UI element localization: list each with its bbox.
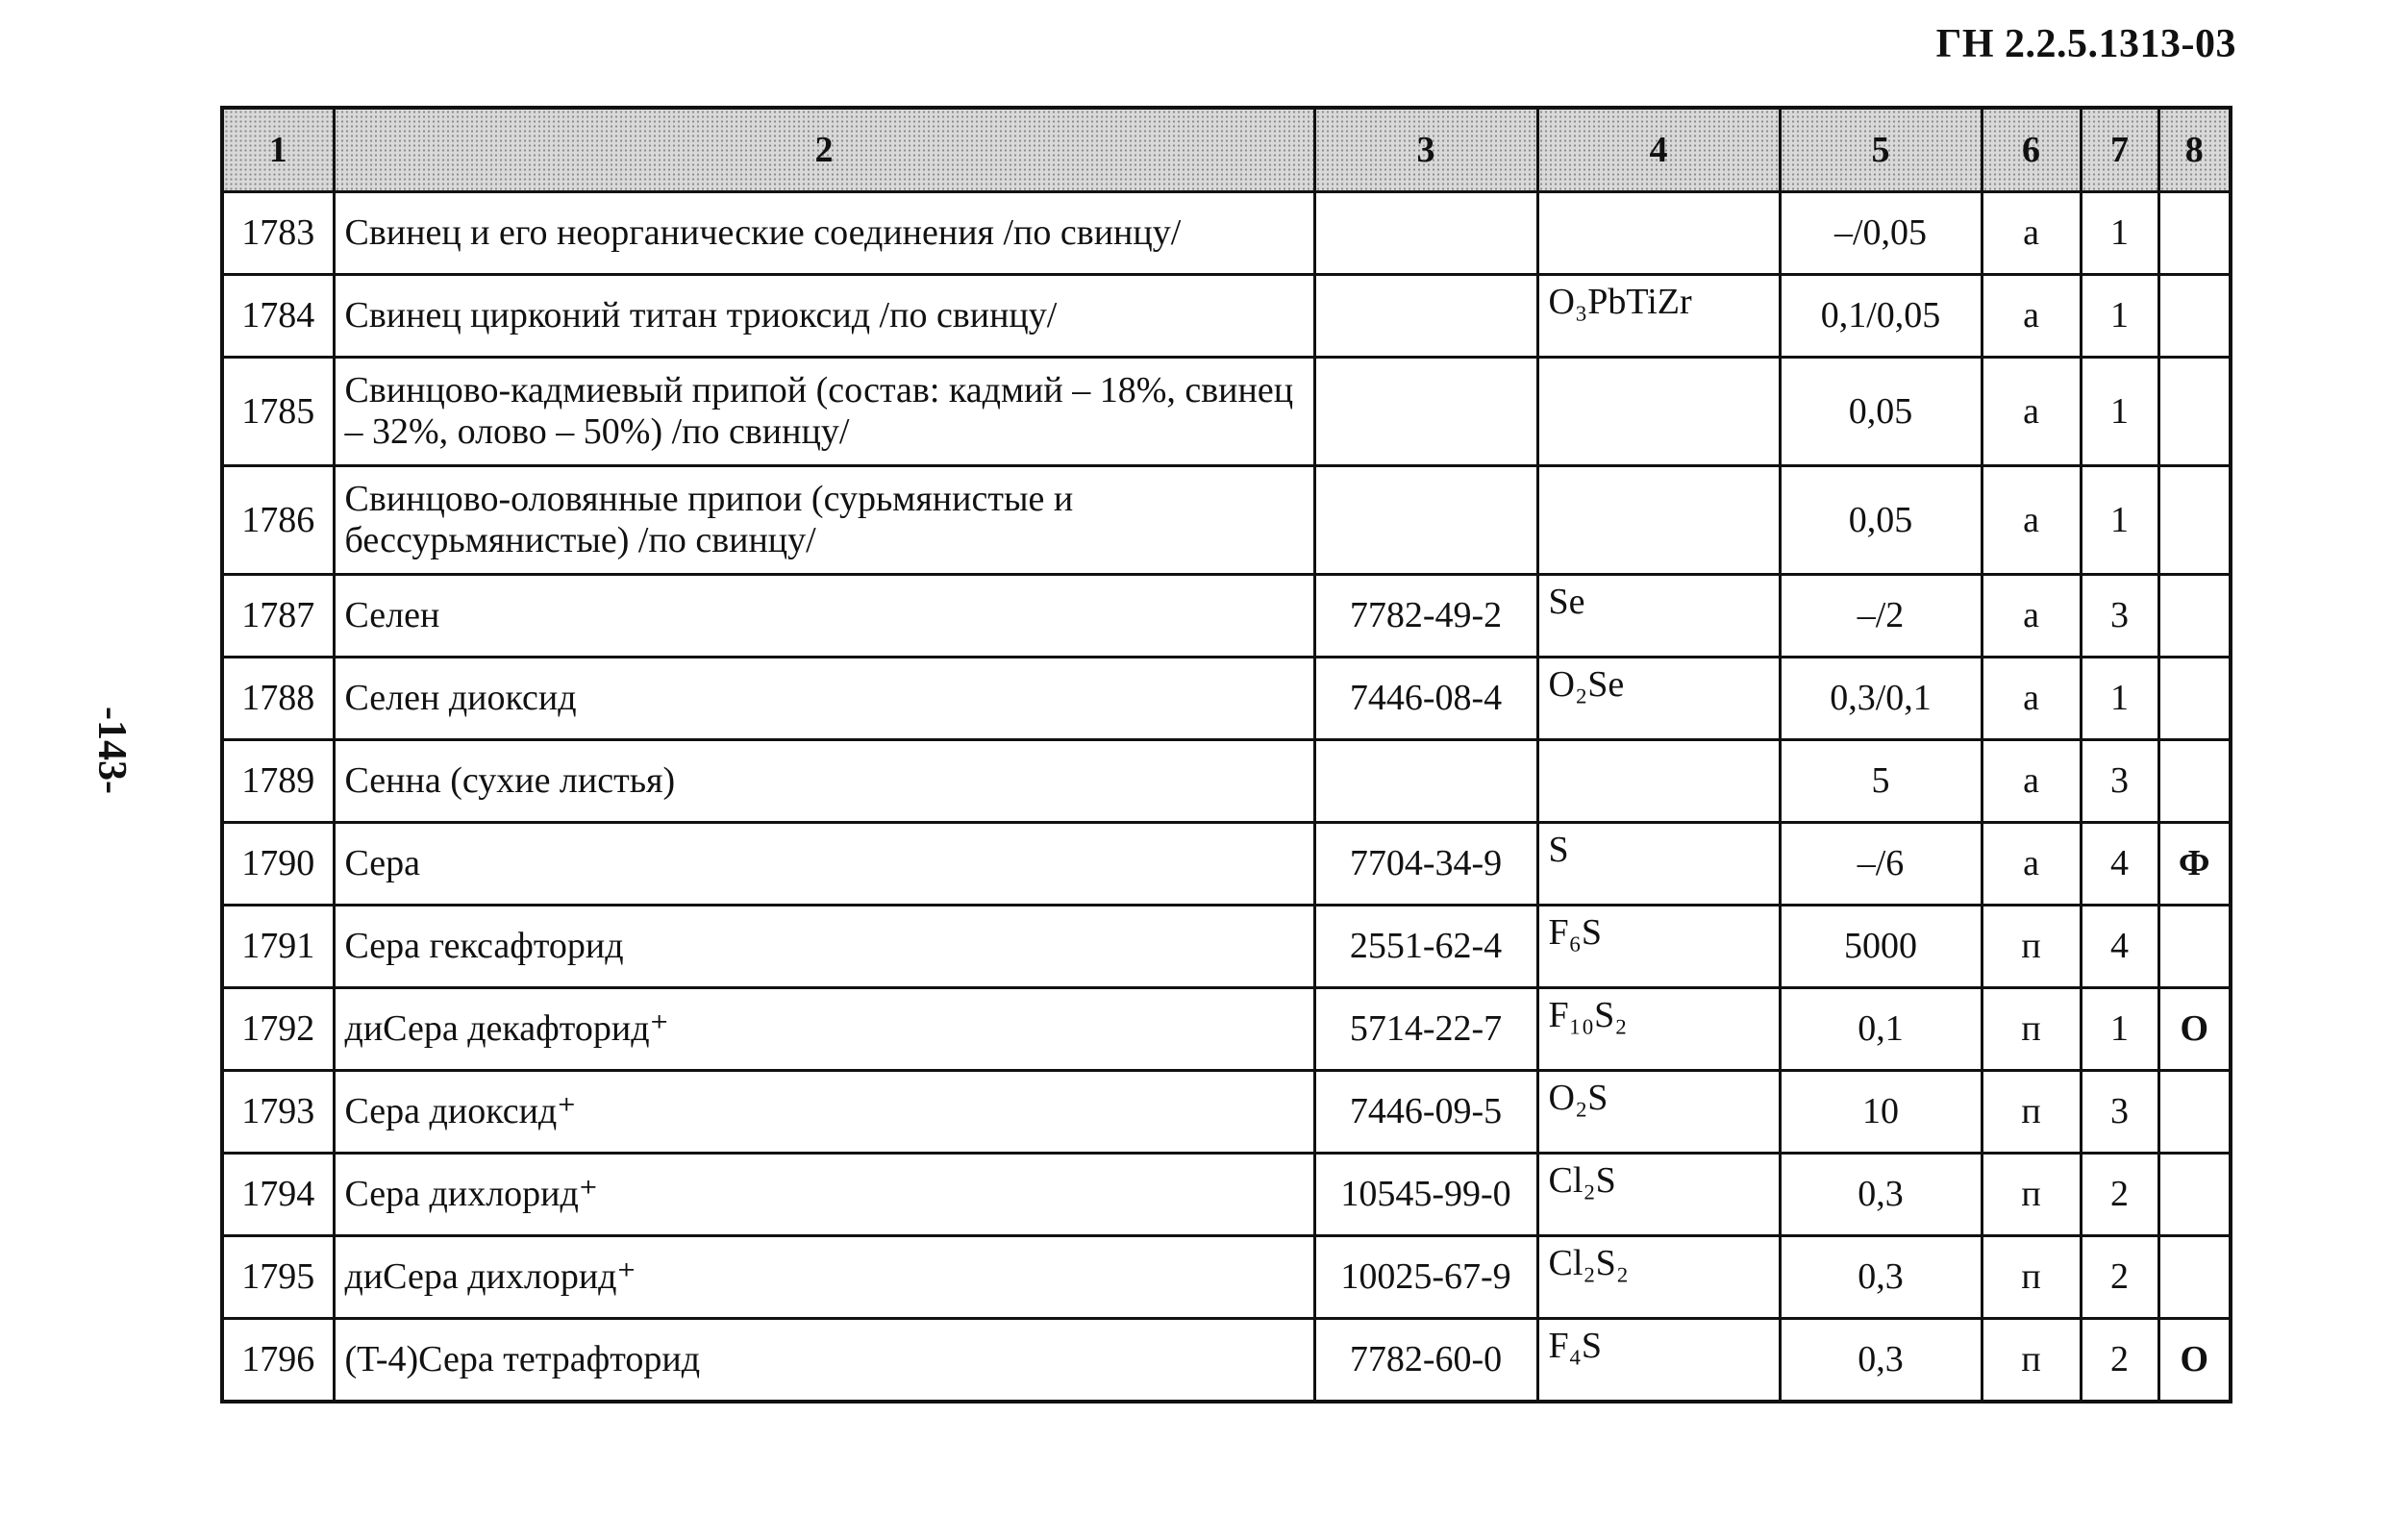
table-row: [222, 740, 2231, 823]
cas-number: 7446-08-4: [1314, 658, 1537, 740]
table-row: [222, 1071, 2231, 1154]
hazard-class: 4: [2081, 823, 2158, 906]
row-number: 1793: [222, 1071, 334, 1154]
table-row: [222, 823, 2231, 906]
limit-value: 5: [1780, 740, 1982, 823]
row-number: 1790: [222, 823, 334, 906]
aggregate-state: а: [1982, 358, 2081, 466]
cas-number: [1314, 358, 1537, 466]
substance-name: Свинец и его неорганические соединения /по свинцу/: [334, 192, 1314, 275]
formula: [1537, 740, 1780, 823]
hazard-class: 3: [2081, 740, 2158, 823]
aggregate-state: п: [1982, 1154, 2081, 1236]
column-header: 2: [334, 108, 1314, 192]
aggregate-state: а: [1982, 192, 2081, 275]
note: О: [2158, 1319, 2231, 1403]
formula: O₂S: [1537, 1071, 1780, 1154]
cas-number: 10545-99-0: [1314, 1154, 1537, 1236]
note: [2158, 192, 2231, 275]
substances-table: [220, 106, 2232, 1403]
substance-name: диСера декафторид⁺: [334, 988, 1314, 1071]
substance-name: Сера гексафторид: [334, 906, 1314, 988]
hazard-class: 1: [2081, 466, 2158, 575]
document-code: ГН 2.2.5.1313-03: [1935, 22, 2236, 66]
cas-number: 2551-62-4: [1314, 906, 1537, 988]
row-number: 1784: [222, 275, 334, 358]
column-header: 8: [2158, 108, 2231, 192]
row-number: 1789: [222, 740, 334, 823]
row-number: 1794: [222, 1154, 334, 1236]
note: [2158, 740, 2231, 823]
aggregate-state: а: [1982, 575, 2081, 658]
row-number: 1792: [222, 988, 334, 1071]
substance-name: Сенна (сухие листья): [334, 740, 1314, 823]
hazard-class: 1: [2081, 658, 2158, 740]
note: [2158, 466, 2231, 575]
cas-number: [1314, 192, 1537, 275]
column-header: 1: [222, 108, 334, 192]
cas-number: [1314, 740, 1537, 823]
column-header: 4: [1537, 108, 1780, 192]
formula: [1537, 358, 1780, 466]
note: [2158, 275, 2231, 358]
row-number: 1786: [222, 466, 334, 575]
cas-number: 10025-67-9: [1314, 1236, 1537, 1319]
table-row: [222, 1236, 2231, 1319]
row-number: 1788: [222, 658, 334, 740]
substance-name: Сера диоксид⁺: [334, 1071, 1314, 1154]
aggregate-state: а: [1982, 466, 2081, 575]
cas-number: 5714-22-7: [1314, 988, 1537, 1071]
limit-value: 0,1/0,05: [1780, 275, 1982, 358]
limit-value: 0,3/0,1: [1780, 658, 1982, 740]
table-row: [222, 275, 2231, 358]
hazard-class: 3: [2081, 1071, 2158, 1154]
aggregate-state: а: [1982, 823, 2081, 906]
formula: [1537, 466, 1780, 575]
formula: F₆S: [1537, 906, 1780, 988]
limit-value: 0,1: [1780, 988, 1982, 1071]
column-header: 7: [2081, 108, 2158, 192]
column-header: 5: [1780, 108, 1982, 192]
page-number: -143-: [89, 707, 134, 794]
substance-name: Свинцово-кадмиевый припой (состав: кадмий – 18%, свинец – 32%, олово – 50%) /по свинцу/: [334, 358, 1314, 466]
row-number: 1796: [222, 1319, 334, 1403]
limit-value: –/0,05: [1780, 192, 1982, 275]
aggregate-state: а: [1982, 658, 2081, 740]
table-row: [222, 358, 2231, 466]
note: Ф: [2158, 823, 2231, 906]
table-row: [222, 658, 2231, 740]
table-row: [222, 988, 2231, 1071]
hazard-class: 2: [2081, 1154, 2158, 1236]
substance-name: Свинцово-оловянные припои (сурьмянистые и бессурьмянистые) /по свинцу/: [334, 466, 1314, 575]
aggregate-state: п: [1982, 1071, 2081, 1154]
aggregate-state: п: [1982, 988, 2081, 1071]
aggregate-state: а: [1982, 275, 2081, 358]
table-row: [222, 906, 2231, 988]
row-number: 1795: [222, 1236, 334, 1319]
formula: F₁₀S₂: [1537, 988, 1780, 1071]
formula: Se: [1537, 575, 1780, 658]
row-number: 1791: [222, 906, 334, 988]
formula: S: [1537, 823, 1780, 906]
limit-value: –/6: [1780, 823, 1982, 906]
hazard-class: 1: [2081, 192, 2158, 275]
formula: [1537, 192, 1780, 275]
header-row: [222, 108, 2231, 192]
cas-number: 7782-60-0: [1314, 1319, 1537, 1403]
aggregate-state: а: [1982, 740, 2081, 823]
substance-name: Свинец цирконий титан триоксид /по свинцу/: [334, 275, 1314, 358]
table-row: [222, 466, 2231, 575]
formula: O₃PbTiZr: [1537, 275, 1780, 358]
note: О: [2158, 988, 2231, 1071]
formula: Cl₂S₂: [1537, 1236, 1780, 1319]
aggregate-state: п: [1982, 1236, 2081, 1319]
limit-value: 5000: [1780, 906, 1982, 988]
limit-value: 0,05: [1780, 466, 1982, 575]
note: [2158, 906, 2231, 988]
cas-number: [1314, 466, 1537, 575]
table-row: [222, 1154, 2231, 1236]
substance-name: Селен диоксид: [334, 658, 1314, 740]
cas-number: 7782-49-2: [1314, 575, 1537, 658]
row-number: 1785: [222, 358, 334, 466]
cas-number: [1314, 275, 1537, 358]
hazard-class: 2: [2081, 1236, 2158, 1319]
cas-number: 7704-34-9: [1314, 823, 1537, 906]
note: [2158, 575, 2231, 658]
table-row: [222, 1319, 2231, 1403]
table-row: [222, 192, 2231, 275]
substance-name: Селен: [334, 575, 1314, 658]
limit-value: 0,05: [1780, 358, 1982, 466]
hazard-class: 2: [2081, 1319, 2158, 1403]
formula: F₄S: [1537, 1319, 1780, 1403]
limit-value: 0,3: [1780, 1236, 1982, 1319]
note: [2158, 658, 2231, 740]
note: [2158, 1154, 2231, 1236]
note: [2158, 1071, 2231, 1154]
substance-name: Сера: [334, 823, 1314, 906]
row-number: 1787: [222, 575, 334, 658]
substance-name: диСера дихлорид⁺: [334, 1236, 1314, 1319]
hazard-class: 3: [2081, 575, 2158, 658]
column-header: 6: [1982, 108, 2081, 192]
row-number: 1783: [222, 192, 334, 275]
formula: O₂Se: [1537, 658, 1780, 740]
substance-name: (T-4)Сера тетрафторид: [334, 1319, 1314, 1403]
hazard-class: 4: [2081, 906, 2158, 988]
table-row: [222, 575, 2231, 658]
column-header: 3: [1314, 108, 1537, 192]
note: [2158, 1236, 2231, 1319]
aggregate-state: п: [1982, 906, 2081, 988]
hazard-class: 1: [2081, 988, 2158, 1071]
hazard-class: 1: [2081, 358, 2158, 466]
limit-value: 0,3: [1780, 1319, 1982, 1403]
cas-number: 7446-09-5: [1314, 1071, 1537, 1154]
note: [2158, 358, 2231, 466]
limit-value: 0,3: [1780, 1154, 1982, 1236]
formula: Cl₂S: [1537, 1154, 1780, 1236]
limit-value: –/2: [1780, 575, 1982, 658]
aggregate-state: п: [1982, 1319, 2081, 1403]
substance-name: Сера дихлорид⁺: [334, 1154, 1314, 1236]
limit-value: 10: [1780, 1071, 1982, 1154]
hazard-class: 1: [2081, 275, 2158, 358]
